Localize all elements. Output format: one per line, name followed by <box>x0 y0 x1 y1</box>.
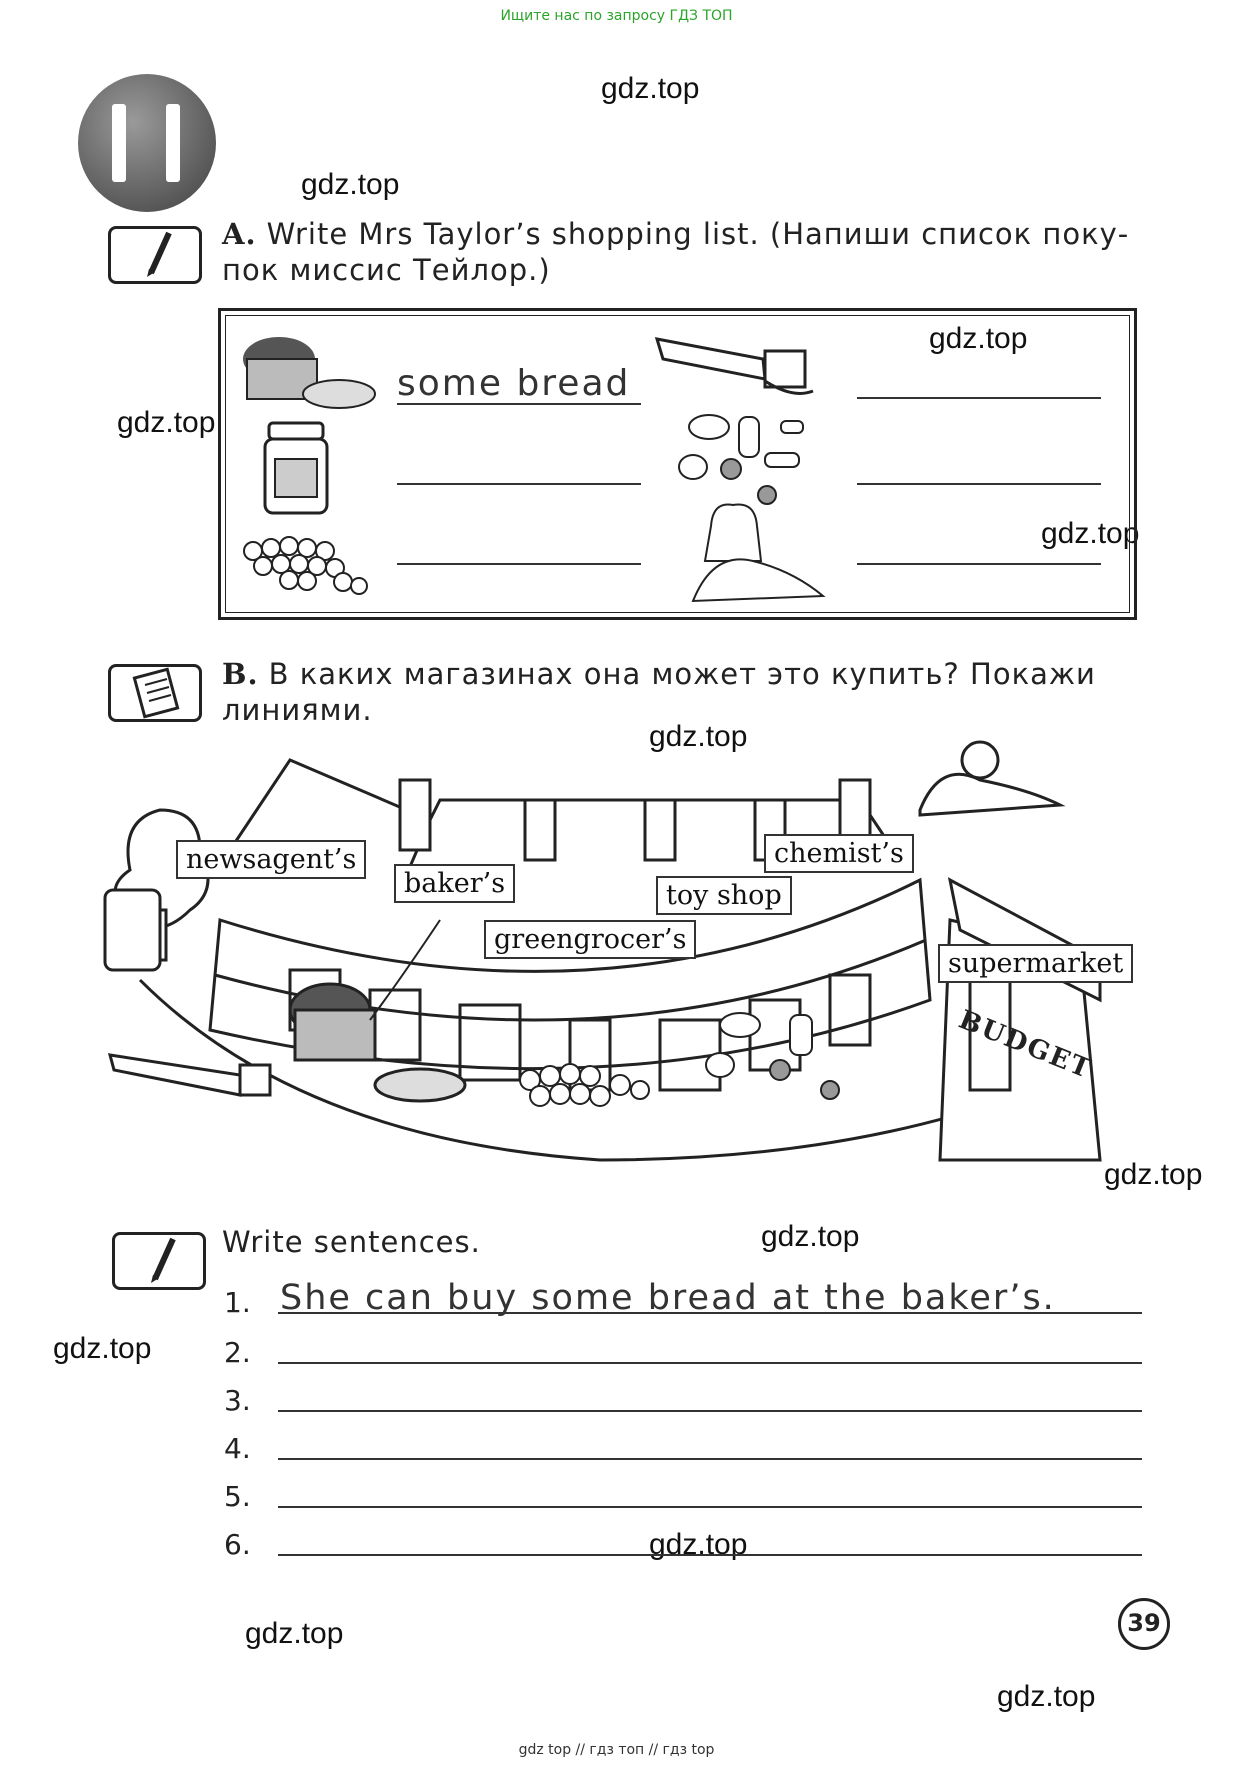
watermark: gdz.top <box>245 1617 344 1650</box>
sentence-number: 3. <box>224 1384 251 1417</box>
task-b-instruction <box>222 656 1142 728</box>
sentence-line <box>278 1554 1142 1556</box>
toothpaste-icon <box>653 329 823 409</box>
watermark: gdz.top <box>761 1220 860 1253</box>
watermark: gdz.top <box>601 72 700 105</box>
watermark: gdz.top <box>929 322 1028 355</box>
sentence-line <box>278 1362 1142 1364</box>
sentence-number: 1. <box>224 1286 251 1319</box>
answer-some-bread: some bread <box>397 363 631 404</box>
label-newsagents: newsagent’s <box>176 840 366 879</box>
grapes-icon <box>233 526 383 596</box>
task-a-instruction <box>222 216 1142 288</box>
answer-line <box>397 401 641 405</box>
label-bakers: baker’s <box>394 864 515 903</box>
answer-line <box>857 481 1101 485</box>
notebook-icon <box>108 664 202 722</box>
doll-icon <box>673 501 833 611</box>
watermark: gdz.top <box>1104 1158 1203 1191</box>
sentence-line <box>278 1506 1142 1508</box>
watermark: gdz.top <box>117 406 216 439</box>
page-number: 39 <box>1118 1598 1170 1650</box>
unit-badge <box>78 74 216 212</box>
footer-links: gdz top // гдз топ // гдз top <box>518 1742 715 1758</box>
pencil-icon <box>108 226 202 284</box>
sentence-number: 4. <box>224 1432 251 1465</box>
watermark: gdz.top <box>649 1528 748 1561</box>
watermark: gdz.top <box>1041 517 1140 550</box>
answer-line <box>397 561 641 565</box>
label-greengrocers: greengrocer’s <box>484 920 696 959</box>
watermark: gdz.top <box>649 720 748 753</box>
supermarket-sign: BUDGET <box>954 1004 1097 1086</box>
sentence-line <box>278 1312 1142 1314</box>
task-c-instruction: Write sentences. <box>222 1225 481 1259</box>
task-a-line1: Write Mrs Taylor’s shopping list. (Напиши список поку- <box>266 217 1130 251</box>
label-chemists: chemist’s <box>764 834 914 873</box>
answer-line <box>857 561 1101 565</box>
sentence-number: 6. <box>224 1528 251 1561</box>
jam-jar-icon <box>261 421 331 516</box>
answer-line <box>397 481 641 485</box>
watermark: gdz.top <box>53 1332 152 1365</box>
sentence-line <box>278 1410 1142 1412</box>
example-sentence: She can buy some bread at the baker’s. <box>280 1278 1056 1318</box>
sentence-line <box>278 1458 1142 1460</box>
task-b-line1: В каких магазинах она может это купить? Покажи <box>268 657 1096 691</box>
label-toy-shop: toy shop <box>656 876 792 915</box>
watermark: gdz.top <box>997 1680 1096 1713</box>
shopping-list-frame <box>218 308 1140 620</box>
label-supermarket: supermarket <box>938 944 1133 983</box>
sweets-icon <box>669 409 819 509</box>
sentence-number: 5. <box>224 1480 251 1513</box>
pencil-icon <box>112 1232 206 1290</box>
answer-line <box>857 395 1101 399</box>
task-a-letter: A. <box>222 217 257 251</box>
watermark: gdz.top <box>301 168 400 201</box>
task-b-letter: B. <box>222 657 259 691</box>
top-banner: Ищите нас по запросу ГДЗ ТОП <box>500 8 733 24</box>
sentence-number: 2. <box>224 1336 251 1369</box>
task-a-line2: пок миссис Тейлор.) <box>222 253 551 287</box>
bread-icon <box>239 329 379 419</box>
task-b-line2: линиями. <box>222 693 373 727</box>
